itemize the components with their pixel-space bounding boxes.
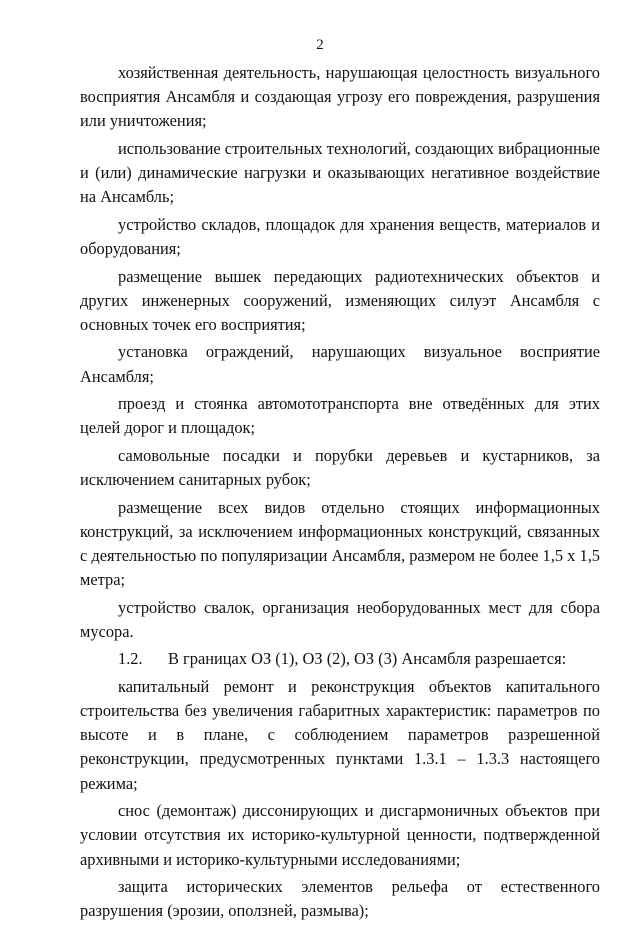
section-number: 1.2.	[118, 649, 143, 669]
section-heading-text: В границах ОЗ (1), ОЗ (2), ОЗ (3) Ансамбля разрешается:	[168, 649, 567, 669]
paragraph-allowed-relief-protection: защита исторических элементов рельефа от естественного разрушения (эрозии, оползней, размыва);	[80, 877, 600, 921]
paragraph-prohibited-dumps: устройство свалок, организация необорудованных мест для сбора мусора.	[80, 597, 600, 641]
paragraph-prohibited-warehouses: устройство складов, площадок для хранения веществ, материалов и оборудования;	[80, 214, 600, 259]
paragraph-prohibited-tree-planting: самовольные посадки и порубки деревьев и кустарников, за исключением санитарных рубок;	[80, 445, 600, 490]
paragraph-prohibited-economic-activity: хозяйственная деятельность, нарушающая целостность визуального восприятия Ансамбля и создающая угрозу его повреждения, разрушения или уничтожения;	[80, 63, 600, 131]
paragraph-prohibited-signage: размещение всех видов отдельно стоящих информационных конструкций, за исключением информационных конструкций, связанных с деятельностью по популяризации Ансамбля, размером не более 1,5 х 1,5 метра;	[80, 497, 600, 590]
section-heading-1-2	[80, 647, 600, 671]
page-number: 2	[316, 37, 324, 53]
paragraph-prohibited-vibration-technologies: использование строительных технологий, создающих вибрационные и (или) динамические нагрузки и оказывающих негативное воздействие на Ансамбль;	[80, 138, 600, 207]
document-body	[80, 61, 600, 927]
paragraph-prohibited-vehicle-parking: проезд и стоянка автомототранспорта вне отведённых для этих целей дорог и площадок;	[80, 394, 600, 438]
paragraph-prohibited-fences: установка ограждений, нарушающих визуальное восприятие Ансамбля;	[80, 342, 600, 386]
paragraph-allowed-demolition: снос (демонтаж) диссонирующих и дисгармоничных объектов при условии отсутствия их историко-культурной ценности, подтвержденной архивными и историко-культурными исследованиями;	[80, 801, 600, 869]
paragraph-allowed-capital-repair: капитальный ремонт и реконструкция объектов капитального строительства без увеличения габаритных характеристик: параметров по высоте и в плане, с соблюдением параметров разрешенной реконструкции, предусмотренных пунктами 1.3.1 – 1.3.3 настоящего режима;	[80, 676, 600, 793]
paragraph-prohibited-radio-towers: размещение вышек передающих радиотехнических объектов и других инженерных сооружений, изменяющих силуэт Ансамбля с основных точек его восприятия;	[80, 266, 600, 334]
